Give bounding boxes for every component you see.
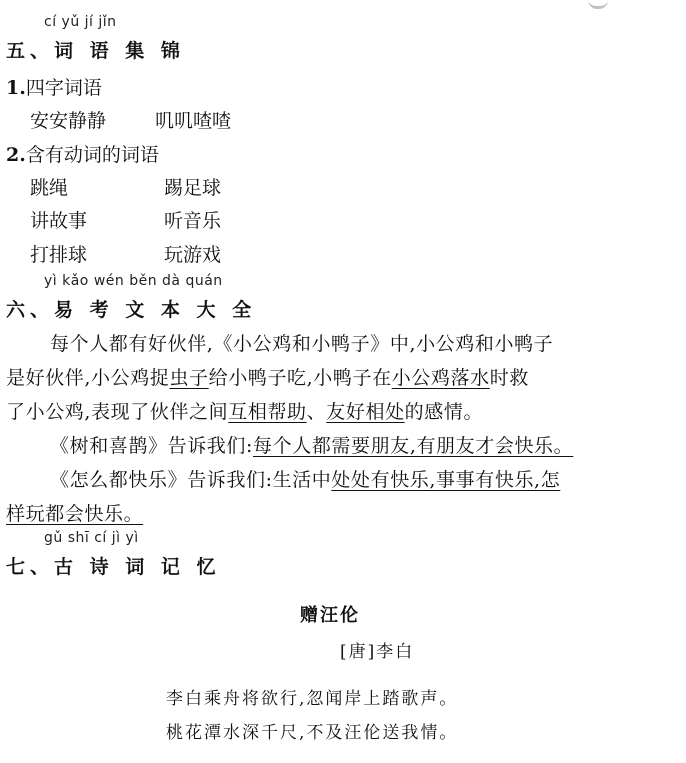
text-span: 给小鸭子吃,小鸭子在 — [208, 367, 392, 389]
paragraph1-line1: 每个人都有好伙伴,《小公鸡和小鸭子》中,小公鸡和小鸭子 — [50, 333, 554, 355]
verb-phrase: 玩游戏 — [164, 244, 222, 266]
underlined-text: 处处有快乐,事事有快乐,怎 — [331, 469, 561, 491]
paragraph1-line2 — [6, 363, 529, 390]
paragraph3-line2 — [6, 499, 143, 526]
section7-pinyin: gǔ shī cí jì yì — [44, 530, 139, 546]
section7-heading: 七、古 诗 词 记 忆 — [6, 556, 221, 578]
word-jizha: 叽叽喳喳 — [155, 110, 232, 132]
verb-phrase: 踢足球 — [164, 177, 222, 199]
section5-pinyin: cí yǔ jí jǐn — [44, 14, 117, 30]
verb-phrase: 跳绳 — [30, 177, 69, 199]
section5-sub2 — [6, 140, 159, 167]
poem-line: 桃花潭水深千尺,不及汪伦送我情。 — [166, 723, 459, 743]
text-span: 的感情。 — [404, 401, 484, 423]
text-span: 时救 — [489, 367, 529, 389]
underlined-text: 互相帮助 — [228, 401, 307, 423]
sub2-number: 2. — [6, 144, 26, 166]
section6-pinyin: yì kǎo wén běn dà quán — [44, 273, 223, 289]
word-anjing: 安安静静 — [30, 110, 107, 132]
sub1-number: 1. — [6, 77, 26, 99]
underlined-text: 样玩都会快乐。 — [6, 503, 144, 525]
text-span: 《怎么都快乐》告诉我们:生活中 — [50, 469, 332, 491]
text-span: 《树和喜鹊》告诉我们: — [50, 435, 254, 457]
paragraph3-line1 — [50, 465, 560, 492]
poem-author: [唐]李白 — [340, 642, 415, 662]
section5-heading: 五、词 语 集 锦 — [6, 40, 185, 62]
text-span: 、 — [306, 401, 327, 423]
text-span: 是好伙伴,小公鸡捉 — [6, 367, 170, 389]
underlined-text: 小公鸡落水 — [391, 367, 490, 389]
verb-phrase: 讲故事 — [30, 210, 88, 232]
poem-title: 赠汪伦 — [300, 605, 360, 626]
sub1-text: 四字词语 — [25, 77, 102, 99]
underlined-text: 每个人都需要朋友,有朋友才会快乐。 — [253, 435, 574, 457]
section6-heading: 六、易 考 文 本 大 全 — [6, 299, 257, 321]
section5-sub1 — [6, 73, 102, 100]
paragraph1-line3 — [6, 397, 483, 424]
verb-phrase: 打排球 — [30, 244, 88, 266]
page-corner-mark — [588, 0, 608, 9]
underlined-text: 友好相处 — [326, 401, 405, 423]
verb-phrase: 听音乐 — [164, 210, 222, 232]
underlined-text: 虫子 — [169, 367, 209, 389]
poem-line: 李白乘舟将欲行,忽闻岸上踏歌声。 — [166, 689, 459, 709]
text-span: 了小公鸡,表现了伙伴之间 — [6, 401, 229, 423]
paragraph2 — [50, 431, 573, 458]
sub2-text: 含有动词的词语 — [25, 144, 159, 166]
